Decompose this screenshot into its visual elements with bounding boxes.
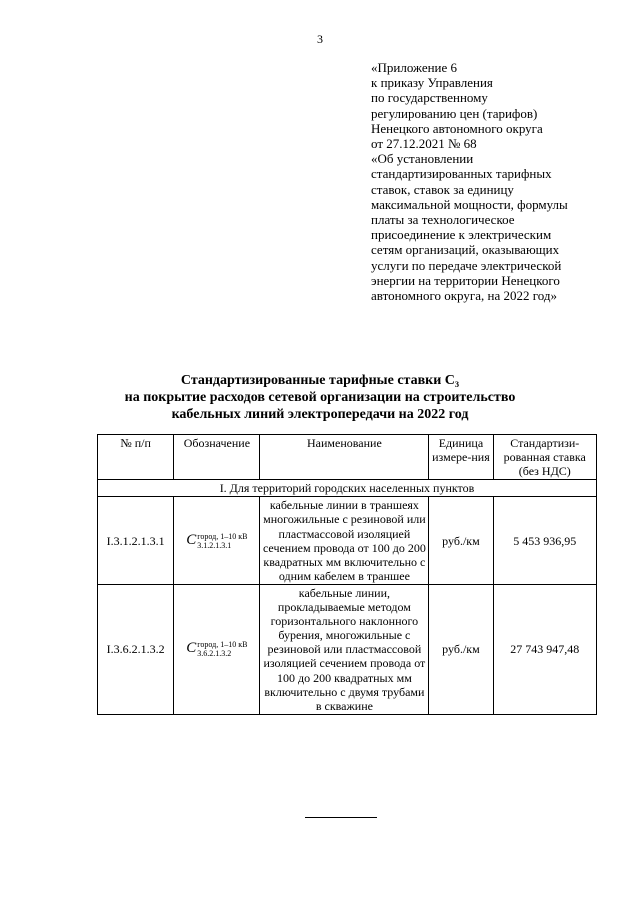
rate-symbol — [186, 640, 247, 658]
row-designation — [174, 584, 260, 714]
appendix-line: Ненецкого автономного округа — [371, 120, 543, 136]
appendix-line: сетям организаций, оказывающих — [371, 242, 560, 258]
section-row — [98, 480, 597, 497]
title-line: кабельных линий электропередачи на 2022 год — [171, 407, 469, 422]
appendix-line: к приказу Управления — [371, 75, 493, 91]
section-label: I. Для территорий городских населенных пунктов — [98, 480, 597, 497]
row-rate: 5 453 936,95 — [493, 497, 596, 585]
table-row — [98, 497, 597, 585]
appendix-line: платы за технологическое — [371, 212, 515, 228]
header-num: № п/п — [98, 435, 174, 480]
header-designation: Обозначение — [174, 435, 260, 480]
tariff-table — [97, 434, 597, 715]
row-num: I.3.6.2.1.3.2 — [98, 584, 174, 714]
header-unit: Единица измере-ния — [429, 435, 493, 480]
footer-divider — [305, 817, 377, 818]
symbol-subscript: 3.6.2.1.3.2 — [197, 649, 232, 659]
title-line: Стандартизированные тарифные ставки С₃ — [180, 373, 460, 388]
table-row — [98, 584, 597, 714]
row-unit: руб./км — [429, 584, 493, 714]
symbol-subscript: 3.1.2.1.3.1 — [197, 540, 232, 550]
row-unit: руб./км — [429, 497, 493, 585]
header-rate: Стандартизи-рованная ставка (без НДС) — [493, 435, 596, 480]
appendix-line: «Об установлении — [371, 151, 474, 167]
symbol-letter: C — [186, 640, 197, 657]
document-title — [0, 372, 640, 423]
row-name: кабельные линии в траншеях многожильные с резиновой или пластмассовой изоляцией сечением провода от 100 до 200 квадратных мм включительно с одним кабелем в траншее — [260, 497, 429, 585]
appendix-line: по государственному — [371, 90, 488, 106]
symbol-letter: C — [186, 531, 197, 548]
appendix-line: присоединение к электрическим — [371, 227, 552, 243]
appendix-line: «Приложение 6 — [371, 60, 458, 75]
symbol-superscript: город, 1–10 кВ — [197, 531, 248, 541]
row-rate: 27 743 947,48 — [493, 584, 596, 714]
row-num: I.3.1.2.1.3.1 — [98, 497, 174, 585]
appendix-line: регулированию цен (тарифов) — [371, 105, 538, 121]
appendix-header — [371, 60, 621, 303]
appendix-line: энергии на территории Ненецкого — [371, 272, 560, 288]
table-header-row — [98, 435, 597, 480]
title-line: на покрытие расходов сетевой организации на строительство — [124, 390, 516, 405]
row-name: кабельные линии, прокладываемые методом горизонтального наклонного бурения, многожильные с резиновой или пластмассовой изоляцией сечением провода от 100 до 200 квадратных мм включительно с двумя трубами в скважине — [260, 584, 429, 714]
appendix-line: автономного округа, на 2022 год» — [371, 288, 557, 304]
appendix-line: стандартизированных тарифных — [371, 166, 552, 182]
page-number: 3 — [317, 32, 323, 46]
appendix-line: ставок, ставок за единицу — [371, 181, 514, 197]
header-name: Наименование — [260, 435, 429, 480]
row-designation — [174, 497, 260, 585]
appendix-line: от 27.12.2021 № 68 — [371, 136, 477, 152]
rate-symbol — [186, 532, 247, 550]
appendix-line: максимальной мощности, формулы — [371, 196, 568, 212]
symbol-superscript: город, 1–10 кВ — [197, 640, 248, 650]
appendix-line: услуги по передаче электрической — [371, 257, 562, 273]
